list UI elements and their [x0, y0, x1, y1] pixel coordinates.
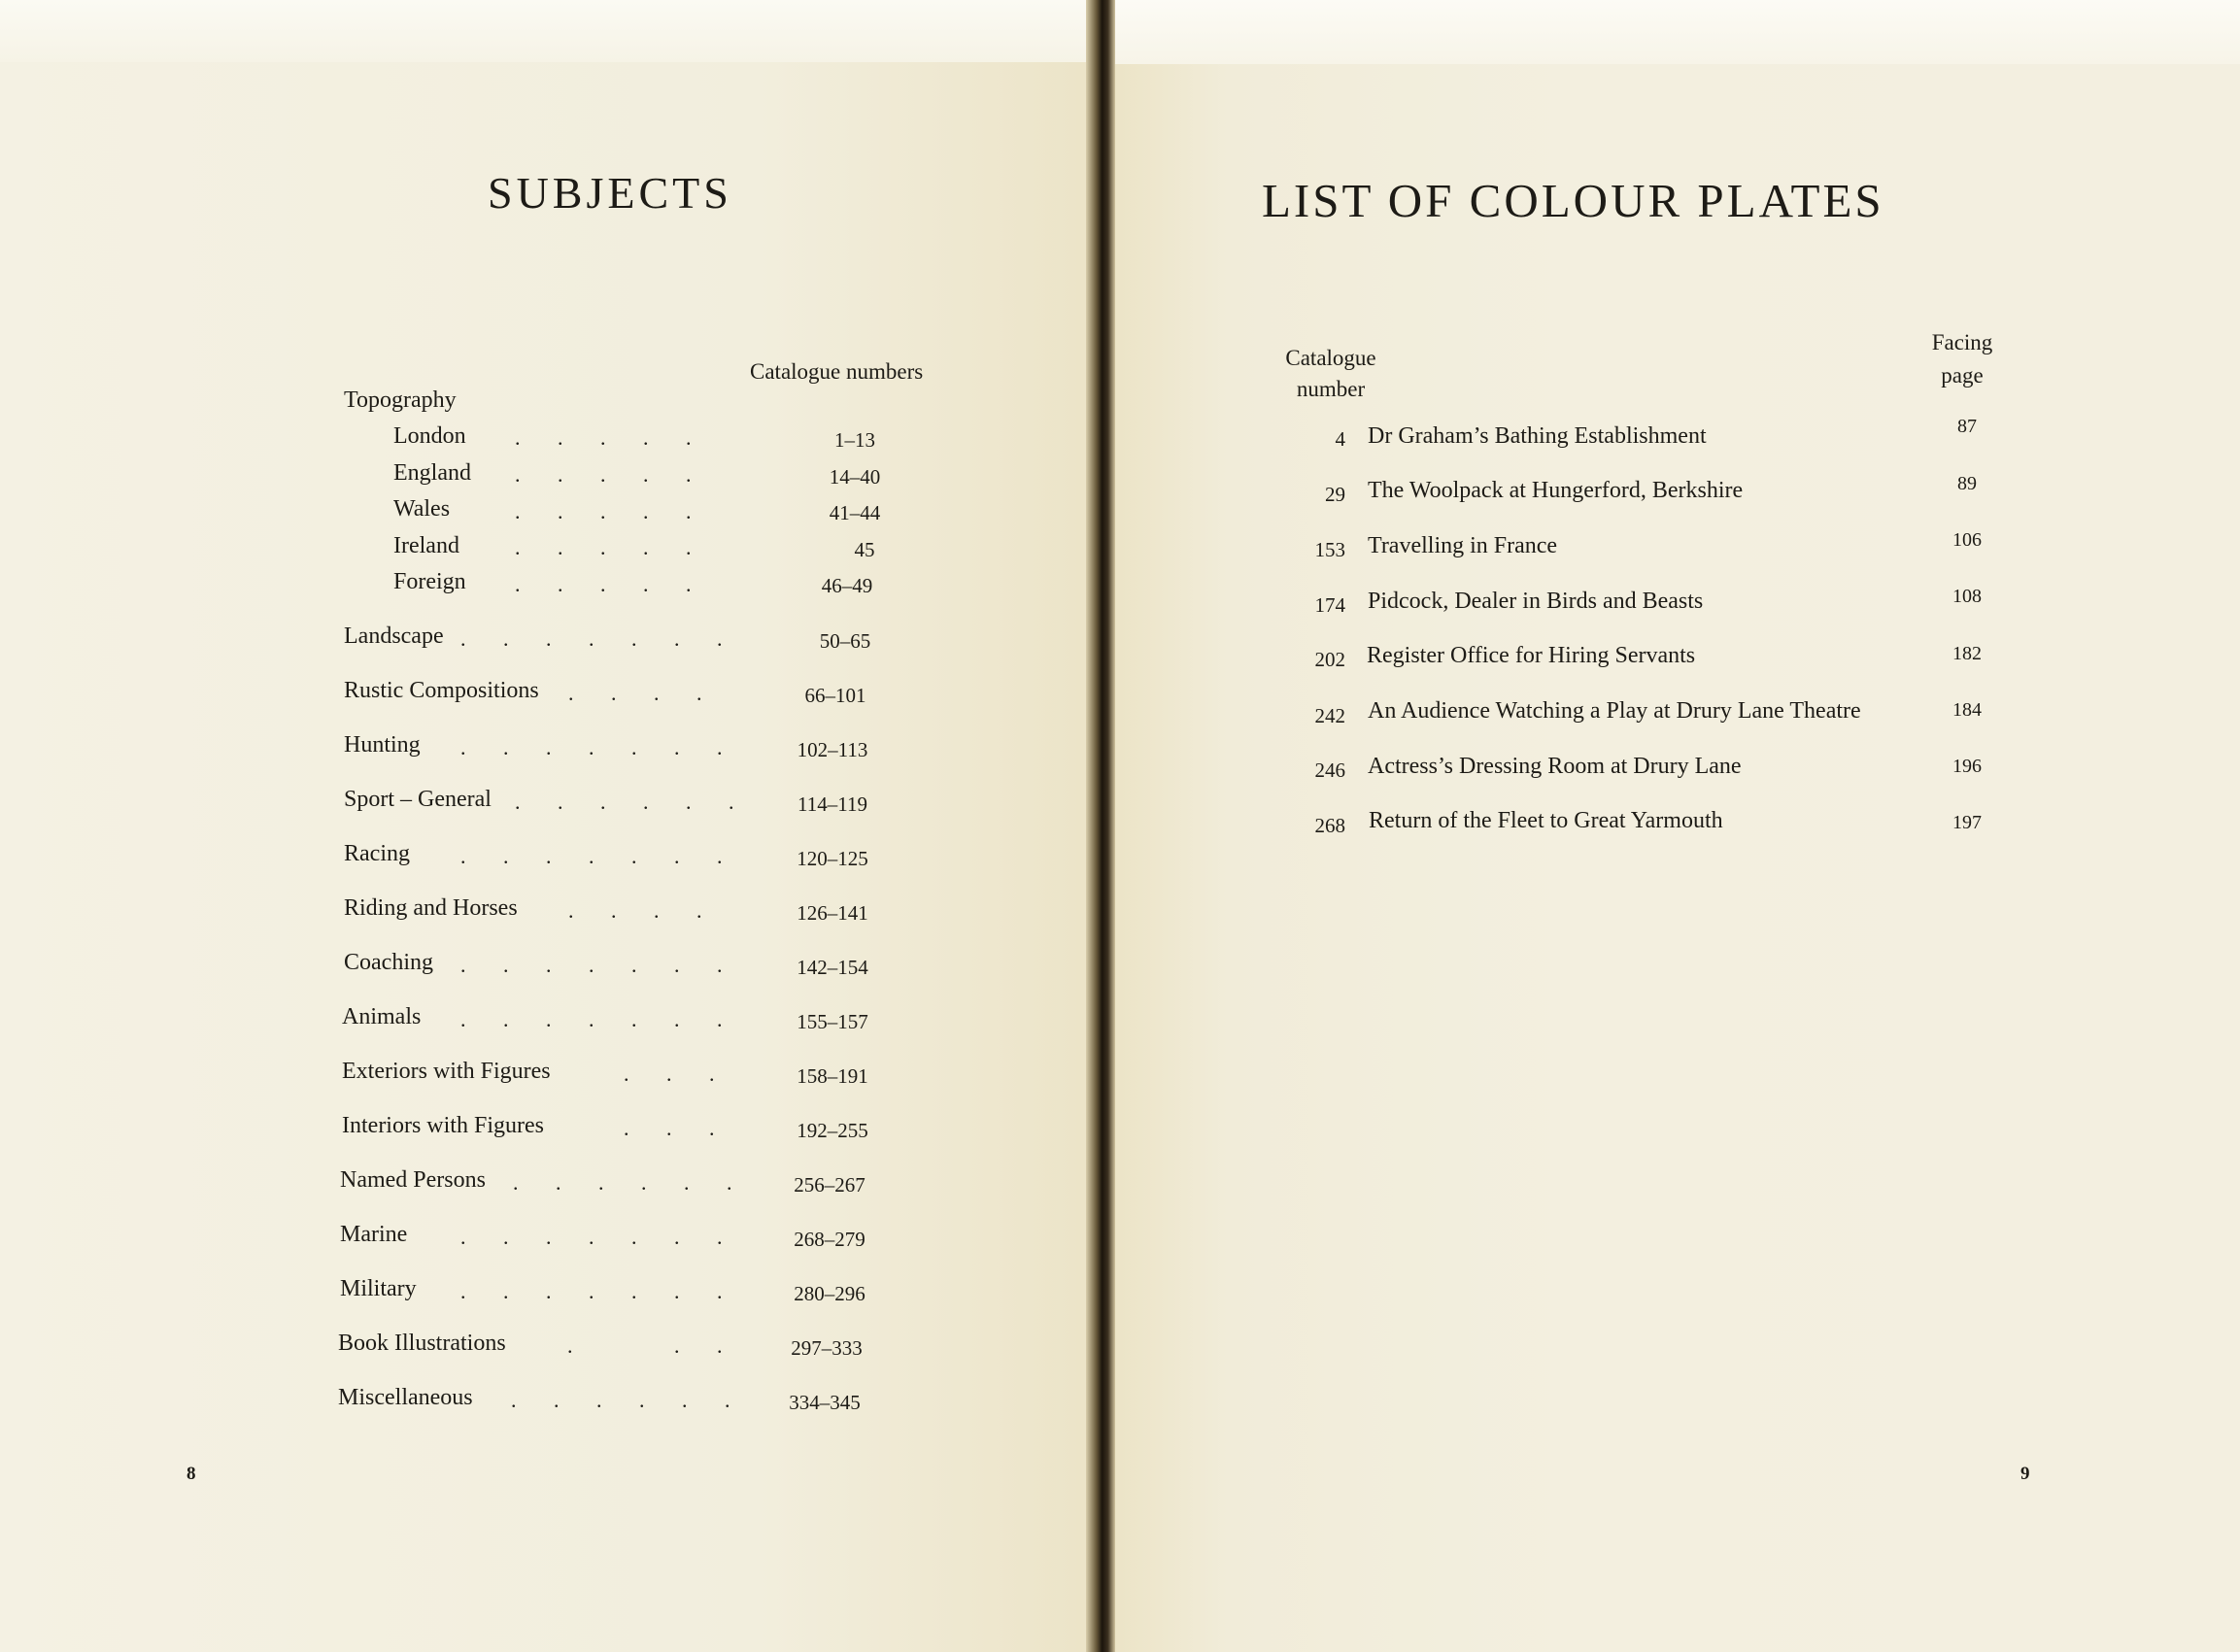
- plate-catalogue-number: 153: [1314, 538, 1345, 561]
- catalogue-range: 14–40: [829, 465, 881, 489]
- catalogue-range: 155–157: [797, 1010, 868, 1033]
- plate-facing-page: 108: [1952, 586, 1982, 607]
- leader-dots: . . . . .: [515, 535, 692, 559]
- subject-label: Foreign: [393, 569, 466, 594]
- catalogue-range: 280–296: [794, 1282, 865, 1305]
- plate-title: Register Office for Hiring Servants: [1367, 643, 1696, 668]
- catalogue-range: 66–101: [804, 684, 866, 707]
- leader-dots: . . . . . . .: [460, 1225, 723, 1249]
- catalogue-range: 1–13: [834, 428, 875, 452]
- colour-plates-title: LIST OF COLOUR PLATES: [1262, 174, 1884, 227]
- catalogue-range: 256–267: [794, 1173, 865, 1197]
- leader-dots: . . . . . . .: [460, 626, 723, 651]
- catalogue-range: 142–154: [797, 956, 868, 979]
- subject-label: England: [393, 460, 471, 486]
- leader-dots: . . . . . . .: [460, 953, 723, 977]
- plate-facing-page: 196: [1952, 756, 1982, 777]
- catalogue-range: 50–65: [819, 629, 871, 653]
- plate-catalogue-number: 4: [1335, 427, 1345, 451]
- catalogue-range: 268–279: [794, 1228, 865, 1251]
- leader-dots: . . .: [624, 1116, 715, 1140]
- plate-facing-page: 182: [1952, 643, 1982, 664]
- plate-catalogue-number: 242: [1314, 704, 1345, 727]
- plate-facing-page: 184: [1952, 699, 1982, 721]
- catalogue-range: 120–125: [797, 847, 868, 870]
- leader-dots: . . . . . . .: [460, 844, 723, 868]
- leader-dots: . . .: [567, 1333, 723, 1358]
- leader-dots: . . . . . .: [513, 1170, 732, 1195]
- plate-catalogue-number: 29: [1325, 483, 1345, 506]
- topography-heading: Topography: [344, 388, 457, 413]
- plate-facing-page: 197: [1952, 812, 1982, 833]
- subject-label: Miscellaneous: [338, 1385, 473, 1410]
- subject-label: Racing: [344, 841, 410, 866]
- plate-catalogue-number: 268: [1314, 814, 1345, 837]
- subject-label: Sport – General: [344, 787, 492, 812]
- subject-label: Coaching: [344, 950, 433, 975]
- plate-title: Pidcock, Dealer in Birds and Beasts: [1368, 589, 1704, 614]
- catalogue-range: 45: [854, 538, 875, 561]
- facing-column-header-line1: Facing: [1931, 330, 1993, 354]
- leader-dots: . . . . .: [515, 499, 692, 523]
- catalogue-range: 114–119: [798, 792, 867, 816]
- leader-dots: . . . . .: [515, 572, 692, 596]
- leader-dots: . . . .: [568, 898, 702, 923]
- subject-label: Ireland: [393, 533, 459, 558]
- plate-facing-page: 89: [1957, 473, 1977, 494]
- plate-title: The Woolpack at Hungerford, Berkshire: [1368, 478, 1744, 503]
- subject-label: Hunting: [344, 732, 421, 758]
- page-number: 8: [187, 1464, 196, 1484]
- subject-label: Wales: [393, 496, 451, 522]
- leader-dots: . . .: [624, 1062, 715, 1086]
- leader-dots: . . . . .: [515, 425, 692, 450]
- subject-label: Rustic Compositions: [344, 678, 539, 703]
- plate-title: Travelling in France: [1368, 533, 1558, 558]
- subjects-title: SUBJECTS: [488, 168, 732, 218]
- leader-dots: . . . .: [568, 681, 702, 705]
- catalogue-range: 158–191: [797, 1064, 868, 1088]
- catalogue-range: 192–255: [797, 1119, 868, 1142]
- subject-label: Book Illustrations: [338, 1331, 506, 1356]
- catalogue-numbers-header: Catalogue numbers: [750, 359, 924, 384]
- book-gutter: [1086, 0, 1115, 1652]
- subject-label: Exteriors with Figures: [342, 1059, 551, 1084]
- subject-label: Animals: [342, 1004, 422, 1029]
- plate-title: An Audience Watching a Play at Drury Lane Theatre: [1368, 698, 1861, 724]
- leader-dots: . . . . . . .: [460, 1279, 723, 1303]
- plate-facing-page: 106: [1952, 529, 1982, 551]
- catalogue-range: 334–345: [789, 1391, 861, 1414]
- plate-catalogue-number: 246: [1314, 759, 1345, 782]
- plate-catalogue-number: 202: [1314, 648, 1345, 671]
- plate-title: Actress’s Dressing Room at Drury Lane: [1368, 754, 1742, 779]
- page-top-highlight: [1115, 0, 2240, 64]
- catalogue-range: 297–333: [791, 1336, 863, 1360]
- subject-label: Landscape: [344, 624, 444, 649]
- subject-label: Riding and Horses: [344, 895, 518, 921]
- catalogue-column-header-line1: Catalogue: [1285, 346, 1376, 370]
- catalogue-range: 46–49: [821, 574, 873, 597]
- subject-label: Interiors with Figures: [342, 1113, 544, 1138]
- catalogue-range: 102–113: [797, 738, 868, 761]
- subject-label: Military: [340, 1276, 417, 1301]
- leader-dots: . . . . . .: [515, 790, 734, 814]
- page-top-highlight: [0, 0, 1086, 62]
- plate-title: Return of the Fleet to Great Yarmouth: [1369, 808, 1723, 833]
- subject-label: Marine: [340, 1222, 408, 1247]
- plate-title: Dr Graham’s Bathing Establishment: [1368, 423, 1707, 449]
- facing-column-header-line2: page: [1941, 363, 1984, 388]
- catalogue-range: 126–141: [797, 901, 868, 925]
- subject-label: London: [393, 423, 466, 449]
- subject-label: Named Persons: [340, 1167, 486, 1193]
- page-number: 9: [2020, 1464, 2030, 1484]
- leader-dots: . . . . .: [515, 462, 692, 487]
- leader-dots: . . . . . . .: [460, 735, 723, 759]
- catalogue-range: 41–44: [829, 501, 881, 524]
- leader-dots: . . . . . . .: [460, 1007, 723, 1031]
- catalogue-column-header-line2: number: [1296, 377, 1366, 401]
- leader-dots: . . . . . .: [511, 1388, 730, 1412]
- plate-facing-page: 87: [1957, 416, 1977, 437]
- plate-catalogue-number: 174: [1314, 593, 1345, 617]
